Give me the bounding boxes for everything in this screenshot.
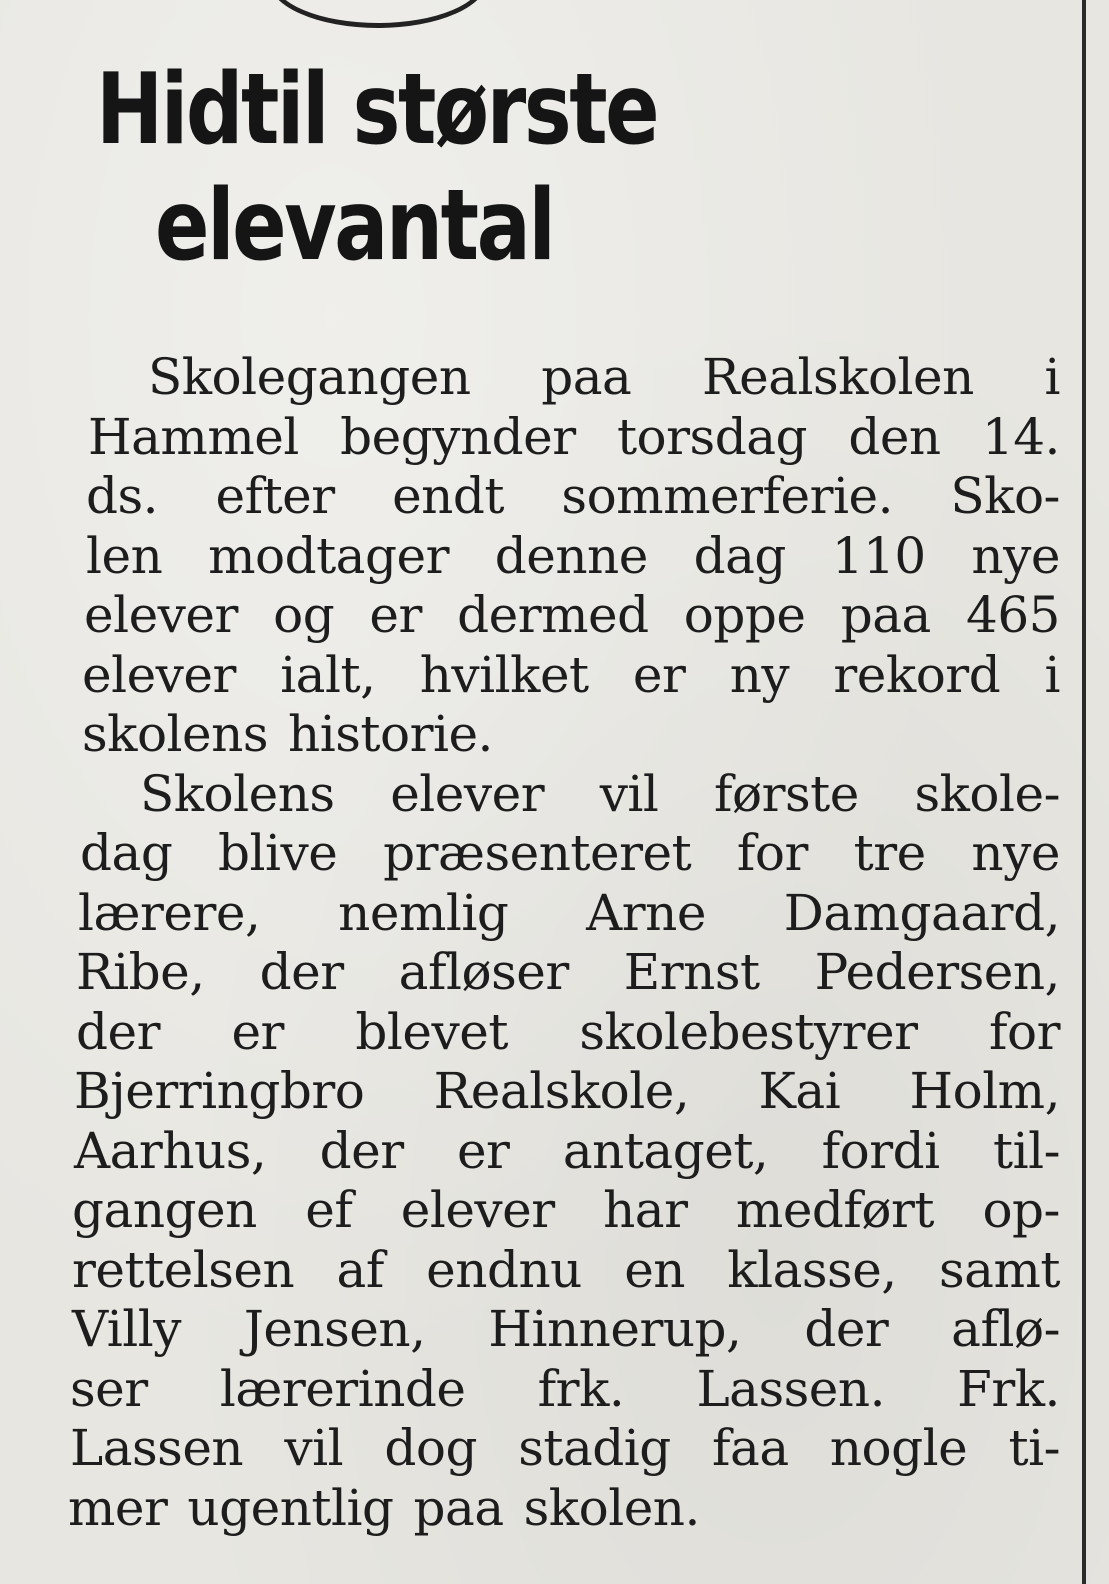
paragraph-2-line: dag blive præsenteret for tre nye	[80, 824, 1060, 882]
paragraph-1-line: skolens historie.	[82, 705, 493, 763]
paragraph-2-line: Ribe, der afløser Ernst Pedersen,	[76, 943, 1060, 1001]
column-divider	[1082, 0, 1086, 1584]
headline-line-1: Hidtil største	[96, 53, 658, 167]
paragraph-1-line: Hammel begynder torsdag den 14.	[88, 407, 1060, 466]
headline-line-2: elevantal	[155, 169, 554, 283]
paragraph-1-line: elever og er dermed oppe paa 465	[84, 586, 1060, 644]
ornament-circle	[268, 0, 488, 28]
paragraph-2-line: Villy Jensen, Hinnerup, der aflø-	[72, 1300, 1060, 1358]
paragraph-1-line: Skolegangen paa Realskolen i	[148, 348, 1060, 406]
paragraph-2-line: Aarhus, der er antaget, fordi til-	[74, 1121, 1060, 1180]
paragraph-2-line: mer ugentlig paa skolen.	[68, 1478, 700, 1537]
paragraph-2-line: gangen ef elever har medført op-	[72, 1181, 1060, 1239]
paragraph-2-line: lærere, nemlig Arne Damgaard,	[78, 883, 1060, 942]
paragraph-2-line: Bjerringbro Realskole, Kai Holm,	[74, 1062, 1060, 1120]
article-headline	[96, 52, 719, 284]
paragraph-1-line: len modtager denne dag 110 nye	[86, 526, 1060, 585]
paragraph-1-line: elever ialt, hvilket er ny rekord i	[82, 645, 1060, 704]
paragraph-2-line: rettelsen af endnu en klasse, samt	[72, 1240, 1060, 1299]
paragraph-2-line: Lassen vil dog stadig faa nogle ti-	[70, 1419, 1060, 1477]
paragraph-1-line: ds. efter endt sommerferie. Sko-	[86, 467, 1060, 525]
paragraph-2-line: ser lærerinde frk. Lassen. Frk.	[70, 1359, 1060, 1418]
paragraph-2-line: Skolens elever vil første skole-	[140, 764, 1060, 823]
paragraph-2-line: der er blevet skolebestyrer for	[76, 1002, 1060, 1061]
